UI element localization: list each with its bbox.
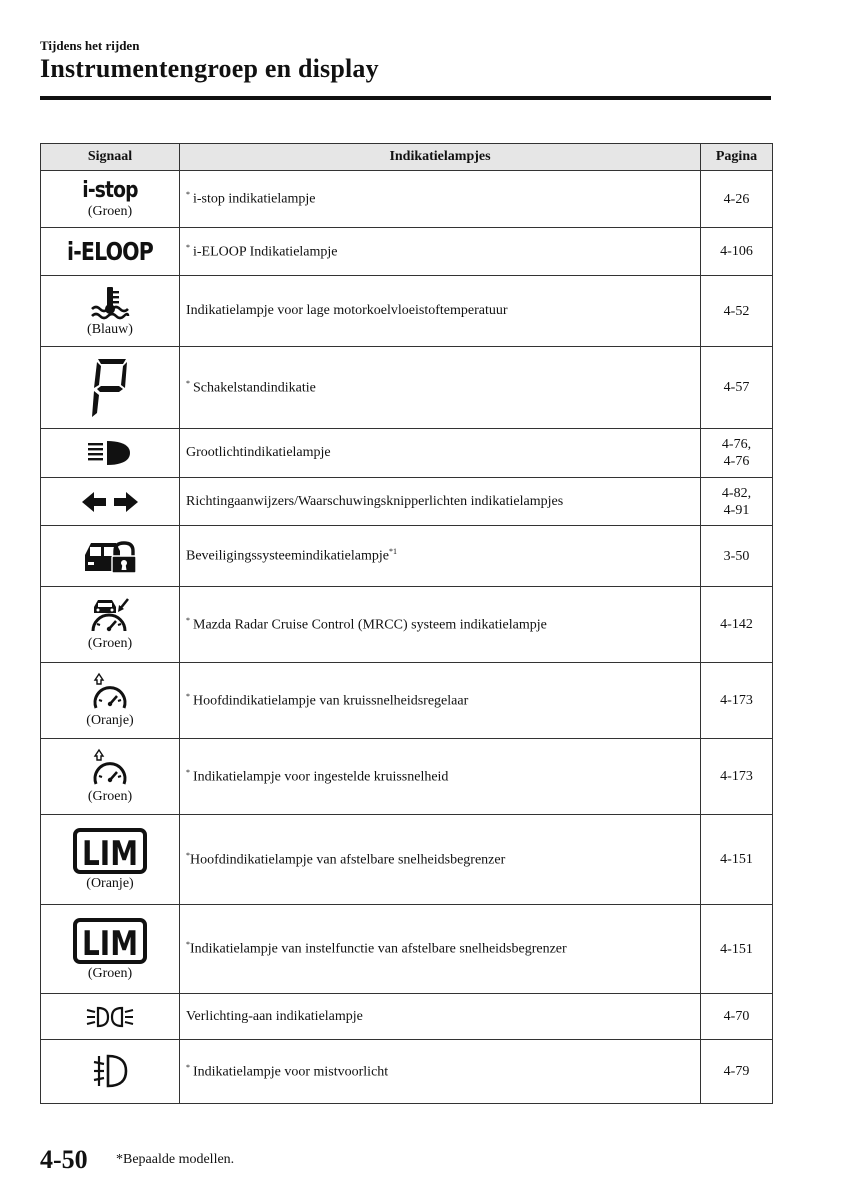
description-text: Indikatielampje voor lage motorkoelvloeistoftemperatuur bbox=[186, 303, 508, 318]
description-text: Richtingaanwijzers/Waarschuwingsknipperlichten indikatielampjes bbox=[186, 493, 564, 509]
page-ref: 4-91 bbox=[723, 502, 750, 518]
description-cell bbox=[180, 905, 701, 994]
description-cell bbox=[180, 587, 701, 663]
lim-icon-text: LIM bbox=[82, 923, 138, 964]
page-cell: 4-151 bbox=[701, 815, 773, 905]
lim-icon-text: LIM bbox=[82, 834, 138, 874]
description-cell bbox=[180, 276, 701, 347]
gear-p-segment-icon bbox=[88, 355, 132, 421]
signal-cell bbox=[41, 429, 180, 478]
column-header-page: Pagina bbox=[701, 144, 773, 171]
page-title: Instrumentengroep en display bbox=[40, 54, 379, 83]
color-label: (Groen) bbox=[87, 203, 133, 219]
description-text: Schakelstandindikatie bbox=[193, 380, 316, 396]
description-cell bbox=[180, 228, 701, 276]
description-text: Grootlichtindikatielampje bbox=[186, 445, 331, 460]
description-text: Beveiligingssysteemindikatielampje bbox=[186, 548, 389, 564]
asterisk-mark: * bbox=[186, 940, 190, 950]
page-cell: 4-26 bbox=[701, 171, 773, 228]
page-cell: 4-173 bbox=[701, 739, 773, 815]
color-label: (Blauw) bbox=[87, 321, 133, 337]
table-row bbox=[41, 739, 773, 815]
table-row bbox=[41, 228, 773, 276]
description-cell bbox=[180, 663, 701, 739]
title-rule bbox=[40, 96, 771, 100]
page-cell: 4-79 bbox=[701, 1040, 773, 1104]
signal-cell bbox=[41, 1040, 180, 1104]
page-cell bbox=[701, 429, 773, 478]
description-cell bbox=[180, 994, 701, 1040]
signal-cell bbox=[41, 228, 180, 276]
color-label: (Groen) bbox=[87, 789, 133, 804]
description-cell bbox=[180, 815, 701, 905]
cruise-main-icon bbox=[90, 672, 130, 712]
description-text: Hoofdindikatielampje van afstelbare snelheidsbegrenzer bbox=[190, 852, 506, 868]
page-cell: 4-142 bbox=[701, 587, 773, 663]
signal-cell bbox=[41, 739, 180, 815]
asterisk-mark: * bbox=[186, 767, 190, 777]
column-header-indicators: Indikatielampjes bbox=[180, 144, 701, 171]
signal-cell bbox=[41, 587, 180, 663]
page-cell: 3-50 bbox=[701, 526, 773, 587]
signal-cell bbox=[41, 171, 180, 228]
radar-cruise-icon bbox=[88, 597, 132, 635]
description-cell bbox=[180, 739, 701, 815]
indicator-table bbox=[40, 143, 773, 1104]
page-cell: 4-70 bbox=[701, 994, 773, 1040]
signal-cell bbox=[41, 276, 180, 347]
page-cell: 4-52 bbox=[701, 276, 773, 347]
coolant-temperature-icon bbox=[88, 285, 132, 321]
asterisk-mark: * bbox=[186, 1062, 190, 1072]
table-row bbox=[41, 663, 773, 739]
description-text: Mazda Radar Cruise Control (MRCC) systeem indikatielampje bbox=[193, 617, 547, 633]
i-eloop-text-icon: i-ELOOP bbox=[66, 237, 153, 266]
footnote: *Bepaalde modellen. bbox=[116, 1152, 235, 1167]
i-stop-text-icon: i-stop bbox=[82, 177, 138, 203]
signal-cell bbox=[41, 905, 180, 994]
page-ref: 4-76 bbox=[723, 454, 750, 469]
page-ref: 4-82, bbox=[721, 485, 752, 501]
signal-cell bbox=[41, 478, 180, 526]
color-label: (Groen) bbox=[87, 965, 133, 981]
description-cell bbox=[180, 478, 701, 526]
security-lock-car-icon bbox=[82, 537, 138, 575]
asterisk-mark: * bbox=[186, 378, 190, 388]
color-label: (Groen) bbox=[87, 636, 133, 651]
table-row bbox=[41, 171, 773, 228]
table-row bbox=[41, 276, 773, 347]
description-text: Verlichting-aan indikatielampje bbox=[186, 1008, 363, 1024]
table-row bbox=[41, 478, 773, 526]
description-cell bbox=[180, 171, 701, 228]
turn-signal-arrows-icon bbox=[80, 490, 140, 514]
description-cell bbox=[180, 347, 701, 429]
lim-set-icon bbox=[72, 917, 148, 965]
signal-cell bbox=[41, 347, 180, 429]
signal-cell bbox=[41, 526, 180, 587]
cruise-set-icon bbox=[90, 748, 130, 788]
page-ref: 4-76, bbox=[721, 437, 752, 452]
table-row bbox=[41, 905, 773, 994]
description-text: Indikatielampje van instelfunctie van afstelbare snelheidsbegrenzer bbox=[190, 941, 567, 957]
lim-main-icon bbox=[72, 827, 148, 875]
page-number: 4-50 bbox=[40, 1145, 88, 1174]
asterisk-mark: * bbox=[186, 850, 190, 860]
table-row bbox=[41, 994, 773, 1040]
table-header-row bbox=[41, 144, 773, 171]
description-text: Indikatielampje voor ingestelde kruissnelheid bbox=[193, 769, 449, 785]
description-cell bbox=[180, 526, 701, 587]
asterisk-mark: * bbox=[186, 615, 190, 625]
page-cell: 4-106 bbox=[701, 228, 773, 276]
table-row bbox=[41, 587, 773, 663]
description-text: i-ELOOP Indikatielampje bbox=[193, 244, 338, 260]
section-label: Tijdens het rijden bbox=[40, 38, 140, 53]
signal-cell bbox=[41, 815, 180, 905]
signal-cell bbox=[41, 663, 180, 739]
color-label: (Oranje) bbox=[86, 876, 134, 891]
column-header-signal: Signaal bbox=[41, 144, 180, 171]
footnote-ref: *1 bbox=[388, 547, 397, 557]
page-cell: 4-173 bbox=[701, 663, 773, 739]
front-fog-light-icon bbox=[90, 1052, 130, 1092]
page-cell bbox=[701, 478, 773, 526]
page-cell: 4-57 bbox=[701, 347, 773, 429]
description-cell bbox=[180, 1040, 701, 1104]
color-label: (Oranje) bbox=[86, 713, 134, 728]
table-row bbox=[41, 429, 773, 478]
signal-cell bbox=[41, 994, 180, 1040]
page-cell: 4-151 bbox=[701, 905, 773, 994]
asterisk-mark: * bbox=[186, 691, 190, 701]
high-beam-icon bbox=[85, 439, 135, 467]
table-row bbox=[41, 347, 773, 429]
description-cell bbox=[180, 429, 701, 478]
description-text: Hoofdindikatielampje van kruissnelheidsregelaar bbox=[193, 693, 469, 709]
description-text: Indikatielampje voor mistvoorlicht bbox=[193, 1064, 389, 1080]
asterisk-mark: * bbox=[186, 190, 190, 200]
table-row bbox=[41, 526, 773, 587]
description-text: i-stop indikatielampje bbox=[193, 191, 316, 207]
asterisk-mark: * bbox=[186, 242, 190, 252]
lights-on-icon bbox=[84, 1006, 136, 1028]
table-row bbox=[41, 815, 773, 905]
table-row bbox=[41, 1040, 773, 1104]
